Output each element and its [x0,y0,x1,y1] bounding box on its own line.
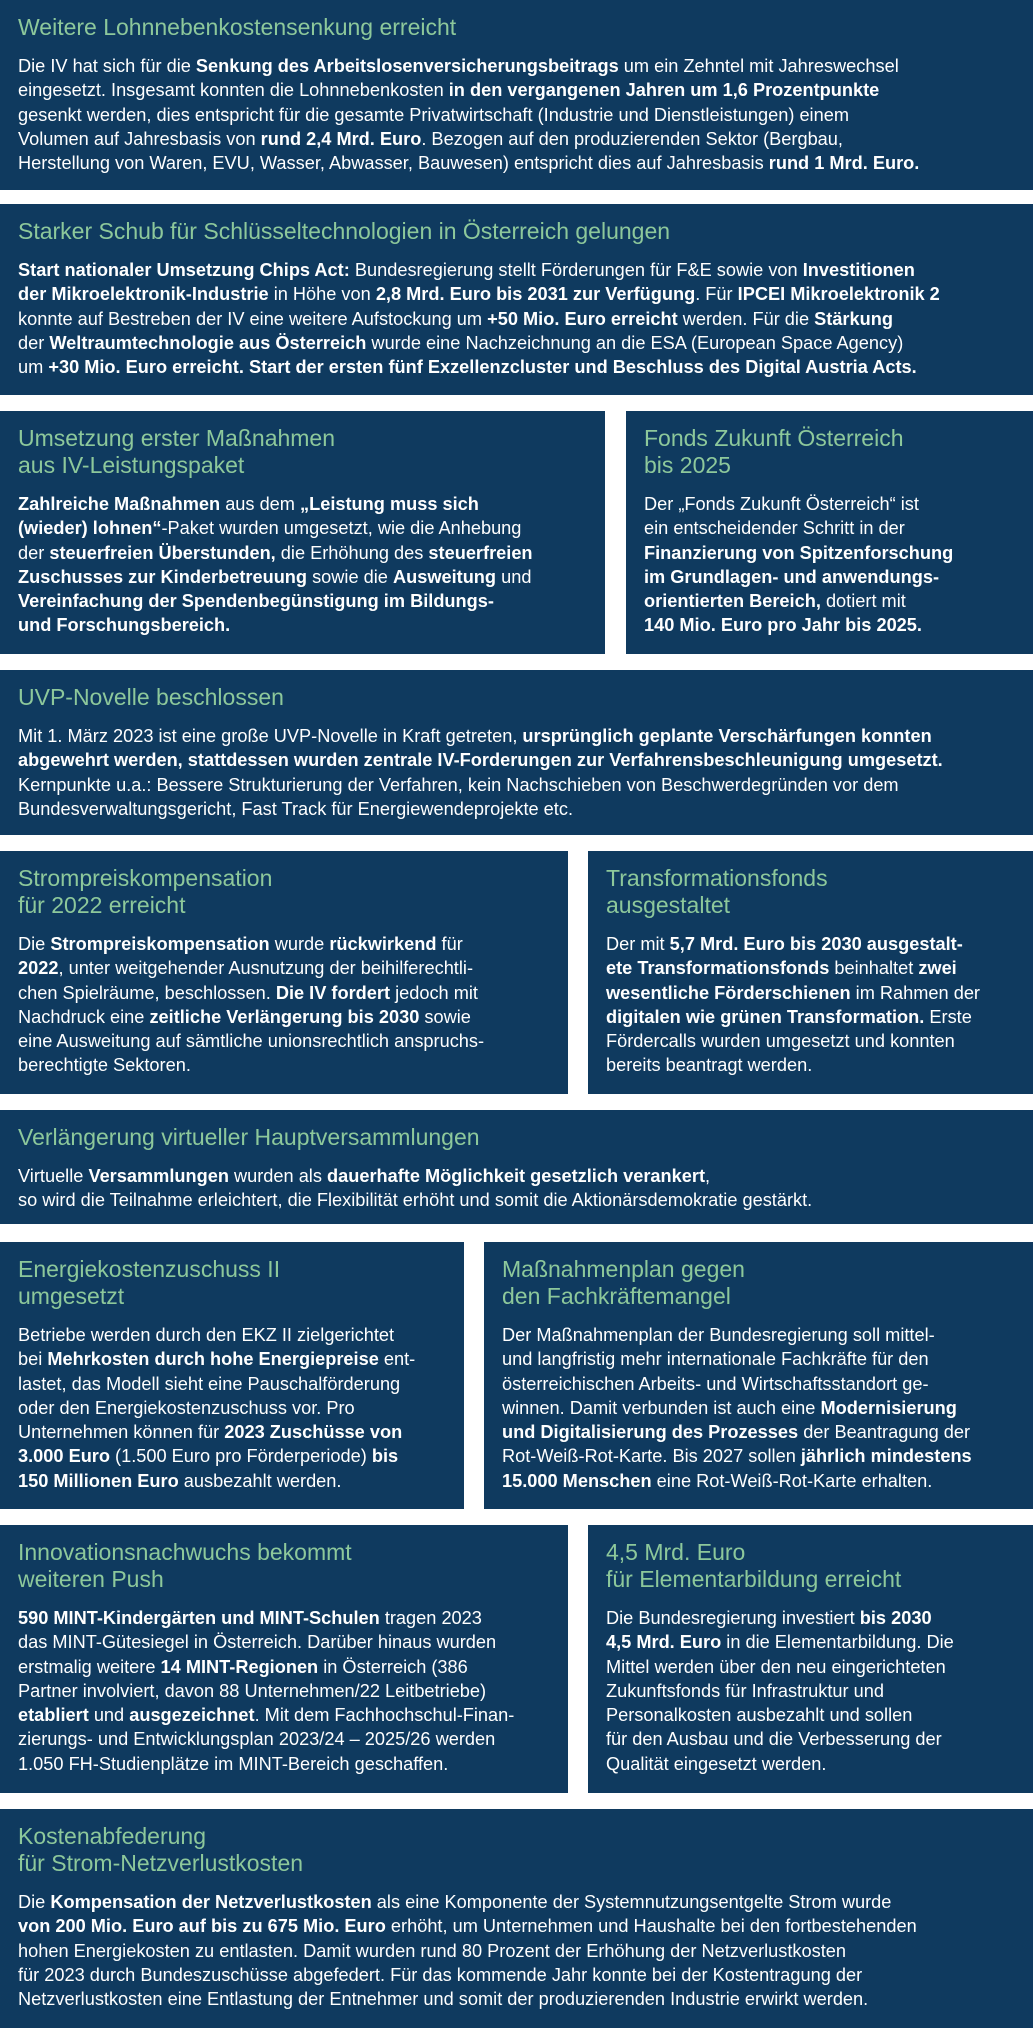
text-emphasis: Strompreiskompensation [50,934,270,954]
text-emphasis: Die IV fordert [275,982,391,1003]
text-segment: Herstellung von Waren, EVU, Wasser, Abwasser, Bauwesen) entspricht dies auf Jahresbasis [18,153,769,174]
text-segment: beinhaltet [829,958,919,979]
text-segment: . Bezogen auf den produzierenden Sektor (Bergbau, [421,128,843,149]
text-emphasis: Mehrkosten durch hohe Energiepreise [47,1349,379,1370]
card-title: Kostenabfederung für Strom-Netzverlustkosten [18,1823,304,1876]
text-segment: sowie [419,1006,471,1027]
text-emphasis: von 200 Mio. Euro auf bis zu 675 Mio. Euro [18,1916,386,1937]
text-segment: wurde eine Nachzeichnung an die ESA (European Space Agency) [366,332,904,353]
text-segment: eine Rot-Weiß-Rot-Karte erhalten. [651,1470,933,1491]
text-emphasis: 2022 [18,958,59,979]
text-segment: und [88,1705,130,1726]
text-emphasis: ausgezeichnet [129,1705,255,1726]
text-segment: bei [18,1349,48,1370]
text-segment: Mittel werden über den neu eingerichteten [606,1656,946,1677]
text-emphasis: in den vergangenen Jahren um 1,6 Prozentpunkte [448,80,880,101]
text-segment: Zukunftsfonds für Infrastruktur und [606,1680,884,1701]
card-title: Starker Schub für Schlüsseltechnologien in Österreich gelungen [18,218,671,244]
text-emphasis: +50 Mio. Euro erreicht [487,308,678,329]
text-segment: tragen 2023 [379,1608,482,1628]
text-emphasis: Ausweitung [392,566,497,587]
text-segment: berechtigte Sektoren. [18,1055,191,1076]
text-emphasis: Finanzierung von Spitzenforschung [644,542,954,563]
card-elementarbildung [588,1525,1033,1793]
text-emphasis: Investitionen [802,260,915,280]
text-emphasis: 150 Millionen Euro [18,1470,179,1491]
card-lohnnebenkosten [0,0,1033,190]
text-segment: Betriebe werden durch den EKZ II zielgerichtet [18,1325,395,1345]
card-title: Innovationsnachwuchs bekommt weiteren Push [18,1539,352,1592]
card-leistungspaket [0,411,605,654]
card-schluesseltechnologien [0,204,1033,395]
text-segment: im Rahmen der [850,982,980,1003]
text-emphasis: zeitliche Verlängerung bis 2030 [149,1006,420,1027]
text-emphasis: 5,7 Mrd. Euro bis 2030 ausgestalt- [669,934,963,954]
card-hauptversammlungen [0,1110,1033,1224]
text-emphasis: rund 1 Mrd. Euro. [768,153,920,174]
card-text [18,1606,550,1776]
text-segment: für 2023 durch Bundeszuschüsse abgefedert. Für das kommende Jahr konnte bei der Kostentragung der [18,1964,863,1985]
text-emphasis: und Forschungsbereich. [18,615,231,636]
text-segment: um [18,357,49,378]
text-segment: Der mit [606,934,670,954]
text-emphasis: Senkung des Arbeitslosenversicherungsbeitrags [195,56,619,76]
card-text [18,54,1015,175]
text-emphasis: Zahlreiche Maßnahmen [18,494,221,514]
text-segment: für [436,934,463,954]
text-segment: ein entscheidender Schritt in der [644,518,905,539]
text-segment: Die [18,1892,51,1912]
text-segment: aus dem [220,494,301,514]
text-segment: gesenkt werden, dies entspricht für die gesamte Privatwirtschaft (Industrie und Dienstleistungen) einem [18,104,849,125]
text-segment: ausbezahlt werden. [178,1470,342,1491]
text-emphasis: „Leistung muss sich [300,494,479,514]
text-segment: und [496,566,532,587]
text-emphasis: Zuschusses zur Kinderbetreuung [18,566,308,587]
text-emphasis: steuerfreien [428,542,533,563]
text-segment: Volumen auf Jahresbasis von [18,128,261,149]
card-text [18,724,1015,821]
text-segment: Die Bundesregierung investiert [606,1608,860,1628]
text-emphasis: ete Transformationsfonds [606,958,830,979]
card-title: Umsetzung erster Maßnahmen aus IV-Leistungspaket [18,425,336,478]
card-text [18,492,587,638]
card-text [18,1323,446,1493]
text-emphasis: 3.000 Euro [18,1446,110,1467]
text-segment: hohen Energiekosten zu entlasten. Damit wurden rund 80 Prozent der Erhöhung der Netzverlustkosten [18,1940,847,1961]
text-segment: konnte auf Bestreben der IV eine weitere Aufstockung um [18,308,488,329]
text-segment: österreichischen Arbeits- und Wirtschaftsstandort ge- [502,1373,929,1394]
text-segment: der [18,332,50,353]
text-segment: Der Maßnahmenplan der Bundesregierung soll mittel- [502,1325,935,1345]
text-emphasis: der Mikroelektronik-Industrie [18,284,269,305]
text-segment: Partner involviert, davon 88 Unternehmen/22 Leitbetriebe) [18,1680,487,1701]
text-emphasis: bis 2030 [859,1608,932,1628]
text-emphasis: 4,5 Mrd. Euro [606,1632,722,1653]
text-emphasis: orientierten Bereich, [644,591,821,612]
text-segment: dotiert mit [820,591,906,612]
card-title: Strompreiskompensation für 2022 erreicht [18,865,273,918]
card-text [18,258,1015,379]
card-title: UVP-Novelle beschlossen [18,684,284,710]
text-emphasis: Stärkung [814,308,893,329]
text-emphasis: jährlich mindestens [800,1446,972,1467]
text-segment: lastet, das Modell sieht eine Pauschalförderung [18,1373,401,1394]
text-emphasis: abgewehrt werden, stattdessen wurden zentrale IV-Forderungen zur Verfahrensbeschleunigung umgesetzt. [18,750,943,771]
text-segment: -Paket wurden umgesetzt, wie die Anhebung [161,518,522,539]
text-emphasis: Vereinfachung der Spendenbegünstigung im Bildungs- [18,591,494,612]
text-segment: wurden als [228,1166,327,1186]
text-segment: ent- [378,1349,416,1370]
text-segment: 1.050 FH-Studienplätze im MINT-Bereich geschaffen. [18,1753,449,1774]
text-segment: in die Elementarbildung. Die [721,1632,954,1653]
text-emphasis: Start nationaler Umsetzung Chips Act: [18,260,350,280]
text-emphasis: 15.000 Menschen [502,1470,652,1491]
text-emphasis: rund 2,4 Mrd. Euro [260,128,422,149]
text-emphasis: +30 Mio. Euro erreicht. Start der ersten fünf Exzellenzcluster und Beschluss des Digital Austria Acts. [48,357,917,378]
text-segment: so wird die Teilnahme erleichtert, die Flexibilität erhöht und somit die Aktionärsdemokratie gestärkt. [18,1190,813,1211]
text-emphasis: 590 MINT-Kindergärten und MINT-Schulen [18,1608,380,1628]
card-text [502,1323,1015,1493]
text-emphasis: (wieder) lohnen“ [18,518,162,539]
text-segment: das MINT-Gütesiegel in Österreich. Darüber hinaus wurden [18,1632,497,1653]
text-segment: als eine Komponente der Systemnutzungsentgelte Strom wurde [371,1892,892,1912]
card-title: Maßnahmenplan gegen den Fachkräftemangel [502,1256,745,1309]
text-segment: winnen. Damit verbunden ist auch eine [502,1397,821,1418]
text-segment: die Erhöhung des [275,542,429,563]
card-title: Fonds Zukunft Österreich bis 2025 [644,425,904,478]
text-segment: (1.500 Euro pro Förderperiode) [110,1446,372,1467]
text-segment: und langfristig mehr internationale Fachkräfte für den [502,1349,929,1370]
text-emphasis: 140 Mio. Euro pro Jahr bis 2025. [644,615,922,636]
text-segment: jedoch mit [390,982,478,1003]
card-fonds-zukunft [626,411,1033,654]
card-title: 4,5 Mrd. Euro für Elementarbildung erreicht [606,1539,902,1592]
text-segment: , unter weitgehender Ausnutzung der beihilferechtli- [58,958,473,979]
text-emphasis: 14 MINT-Regionen [160,1656,319,1677]
text-segment: Qualität eingesetzt werden. [606,1753,827,1774]
text-segment: sowie die [307,566,393,587]
text-emphasis: etabliert [18,1705,89,1726]
card-text [18,1890,1015,2011]
text-segment: zierungs- und Entwicklungsplan 2023/24 – 2025/26 werden [18,1729,496,1750]
text-segment: eine Ausweitung auf sämtliche unionsrechtlich anspruchs- [18,1031,485,1052]
card-title: Weitere Lohnnebenkostensenkung erreicht [18,14,457,40]
text-segment: chen Spielräume, beschlossen. [18,982,276,1003]
text-segment: Netzverlustkosten eine Entlastung der Entnehmer und somit der produzierenden Industrie erwirkt werden. [18,1989,869,2010]
text-segment: Kernpunkte u.a.: Bessere Strukturierung der Verfahren, kein Nachschieben von Beschwerdegründen vor dem [18,774,899,795]
text-emphasis: Modernisierung [820,1397,957,1418]
card-text [644,492,1015,638]
text-segment: Mit 1. März 2023 ist eine große UVP-Novelle in Kraft getreten, [18,726,523,746]
text-segment: Bundesverwaltungsgericht, Fast Track für Energiewendeprojekte etc. [18,798,574,819]
text-segment: Fördercalls wurden umgesetzt und konnten [606,1031,955,1052]
text-emphasis: Weltraumtechnologie aus Österreich [49,332,367,353]
text-segment: Virtuelle [18,1166,89,1186]
card-netzverlustkosten [0,1809,1033,2028]
text-segment: eingesetzt. Insgesamt konnten die Lohnnebenkosten [18,80,449,101]
text-segment: erhöht, um Unternehmen und Haushalte bei den fortbestehenden [385,1916,917,1937]
text-emphasis: digitalen wie grünen Transformation. [606,1006,925,1027]
text-emphasis: dauerhafte Möglichkeit gesetzlich verankert [327,1166,706,1186]
text-segment: Nachdruck eine [18,1006,150,1027]
text-emphasis: IPCEI Mikroelektronik 2 [737,284,940,305]
card-text [606,932,1015,1078]
text-emphasis: und Digitalisierung des Prozesses [502,1422,799,1443]
text-segment: um ein Zehntel mit Jahreswechsel [618,56,899,76]
text-segment: Der „Fonds Zukunft Österreich“ ist [644,494,919,514]
text-segment: bereits beantragt werden. [606,1055,813,1076]
card-innovationsnachwuchs [0,1525,568,1793]
text-emphasis: steuerfreien Überstunden, [49,542,276,563]
card-text [18,932,550,1078]
text-segment: in Österreich (386 [318,1656,468,1677]
card-uvp-novelle [0,670,1033,835]
text-segment: , [705,1166,711,1186]
card-text [18,1164,1015,1213]
text-segment: oder den Energiekostenzuschuss vor. Pro [18,1397,355,1418]
text-segment: wurde [269,934,330,954]
text-emphasis: im Grundlagen- und anwendungs- [644,566,940,587]
card-text [606,1606,1015,1776]
card-title: Verlängerung virtueller Hauptversammlungen [18,1124,480,1150]
text-segment: Erste [924,1006,972,1027]
text-segment: Die [18,934,51,954]
text-segment: erstmalig weitere [18,1656,161,1677]
text-segment: Personalkosten ausbezahlt und sollen [606,1705,913,1726]
text-emphasis: Kompensation der Netzverlustkosten [50,1892,372,1912]
text-segment: für den Ausbau und die Verbesserung der [606,1729,942,1750]
card-transformationsfonds [588,851,1033,1094]
text-segment: werden. Für die [677,308,815,329]
card-fachkraeftemangel [484,1242,1033,1509]
text-segment: Die IV hat sich für die [18,56,196,76]
text-emphasis: ursprünglich geplante Verschärfungen konnten [522,726,932,746]
text-emphasis: 2,8 Mrd. Euro bis 2031 zur Verfügung [375,284,696,305]
text-emphasis: rückwirkend [329,934,437,954]
text-segment: . Mit dem Fachhochschul-Finan- [254,1705,515,1726]
card-title: Energiekostenzuschuss II umgesetzt [18,1256,281,1309]
text-segment: der [18,542,50,563]
card-energiekostenzuschuss [0,1242,464,1509]
text-segment: Unternehmen können für [18,1422,225,1443]
text-emphasis: 2023 Zuschüsse von [224,1422,403,1443]
text-segment: in Höhe von [268,284,376,305]
text-segment: Bundesregierung stellt Förderungen für F&E sowie von [349,260,803,280]
text-segment: Rot-Weiß-Rot-Karte. Bis 2027 sollen [502,1446,801,1467]
text-emphasis: zwei [918,958,957,979]
card-title: Transformationsfonds ausgestaltet [606,865,828,918]
text-emphasis: Versammlungen [88,1166,229,1186]
text-emphasis: wesentliche Förderschienen [606,982,851,1003]
text-emphasis: bis [371,1446,399,1467]
text-segment: der Beantragung der [798,1422,971,1443]
card-strompreiskompensation [0,851,568,1094]
text-segment: . Für [695,284,738,305]
